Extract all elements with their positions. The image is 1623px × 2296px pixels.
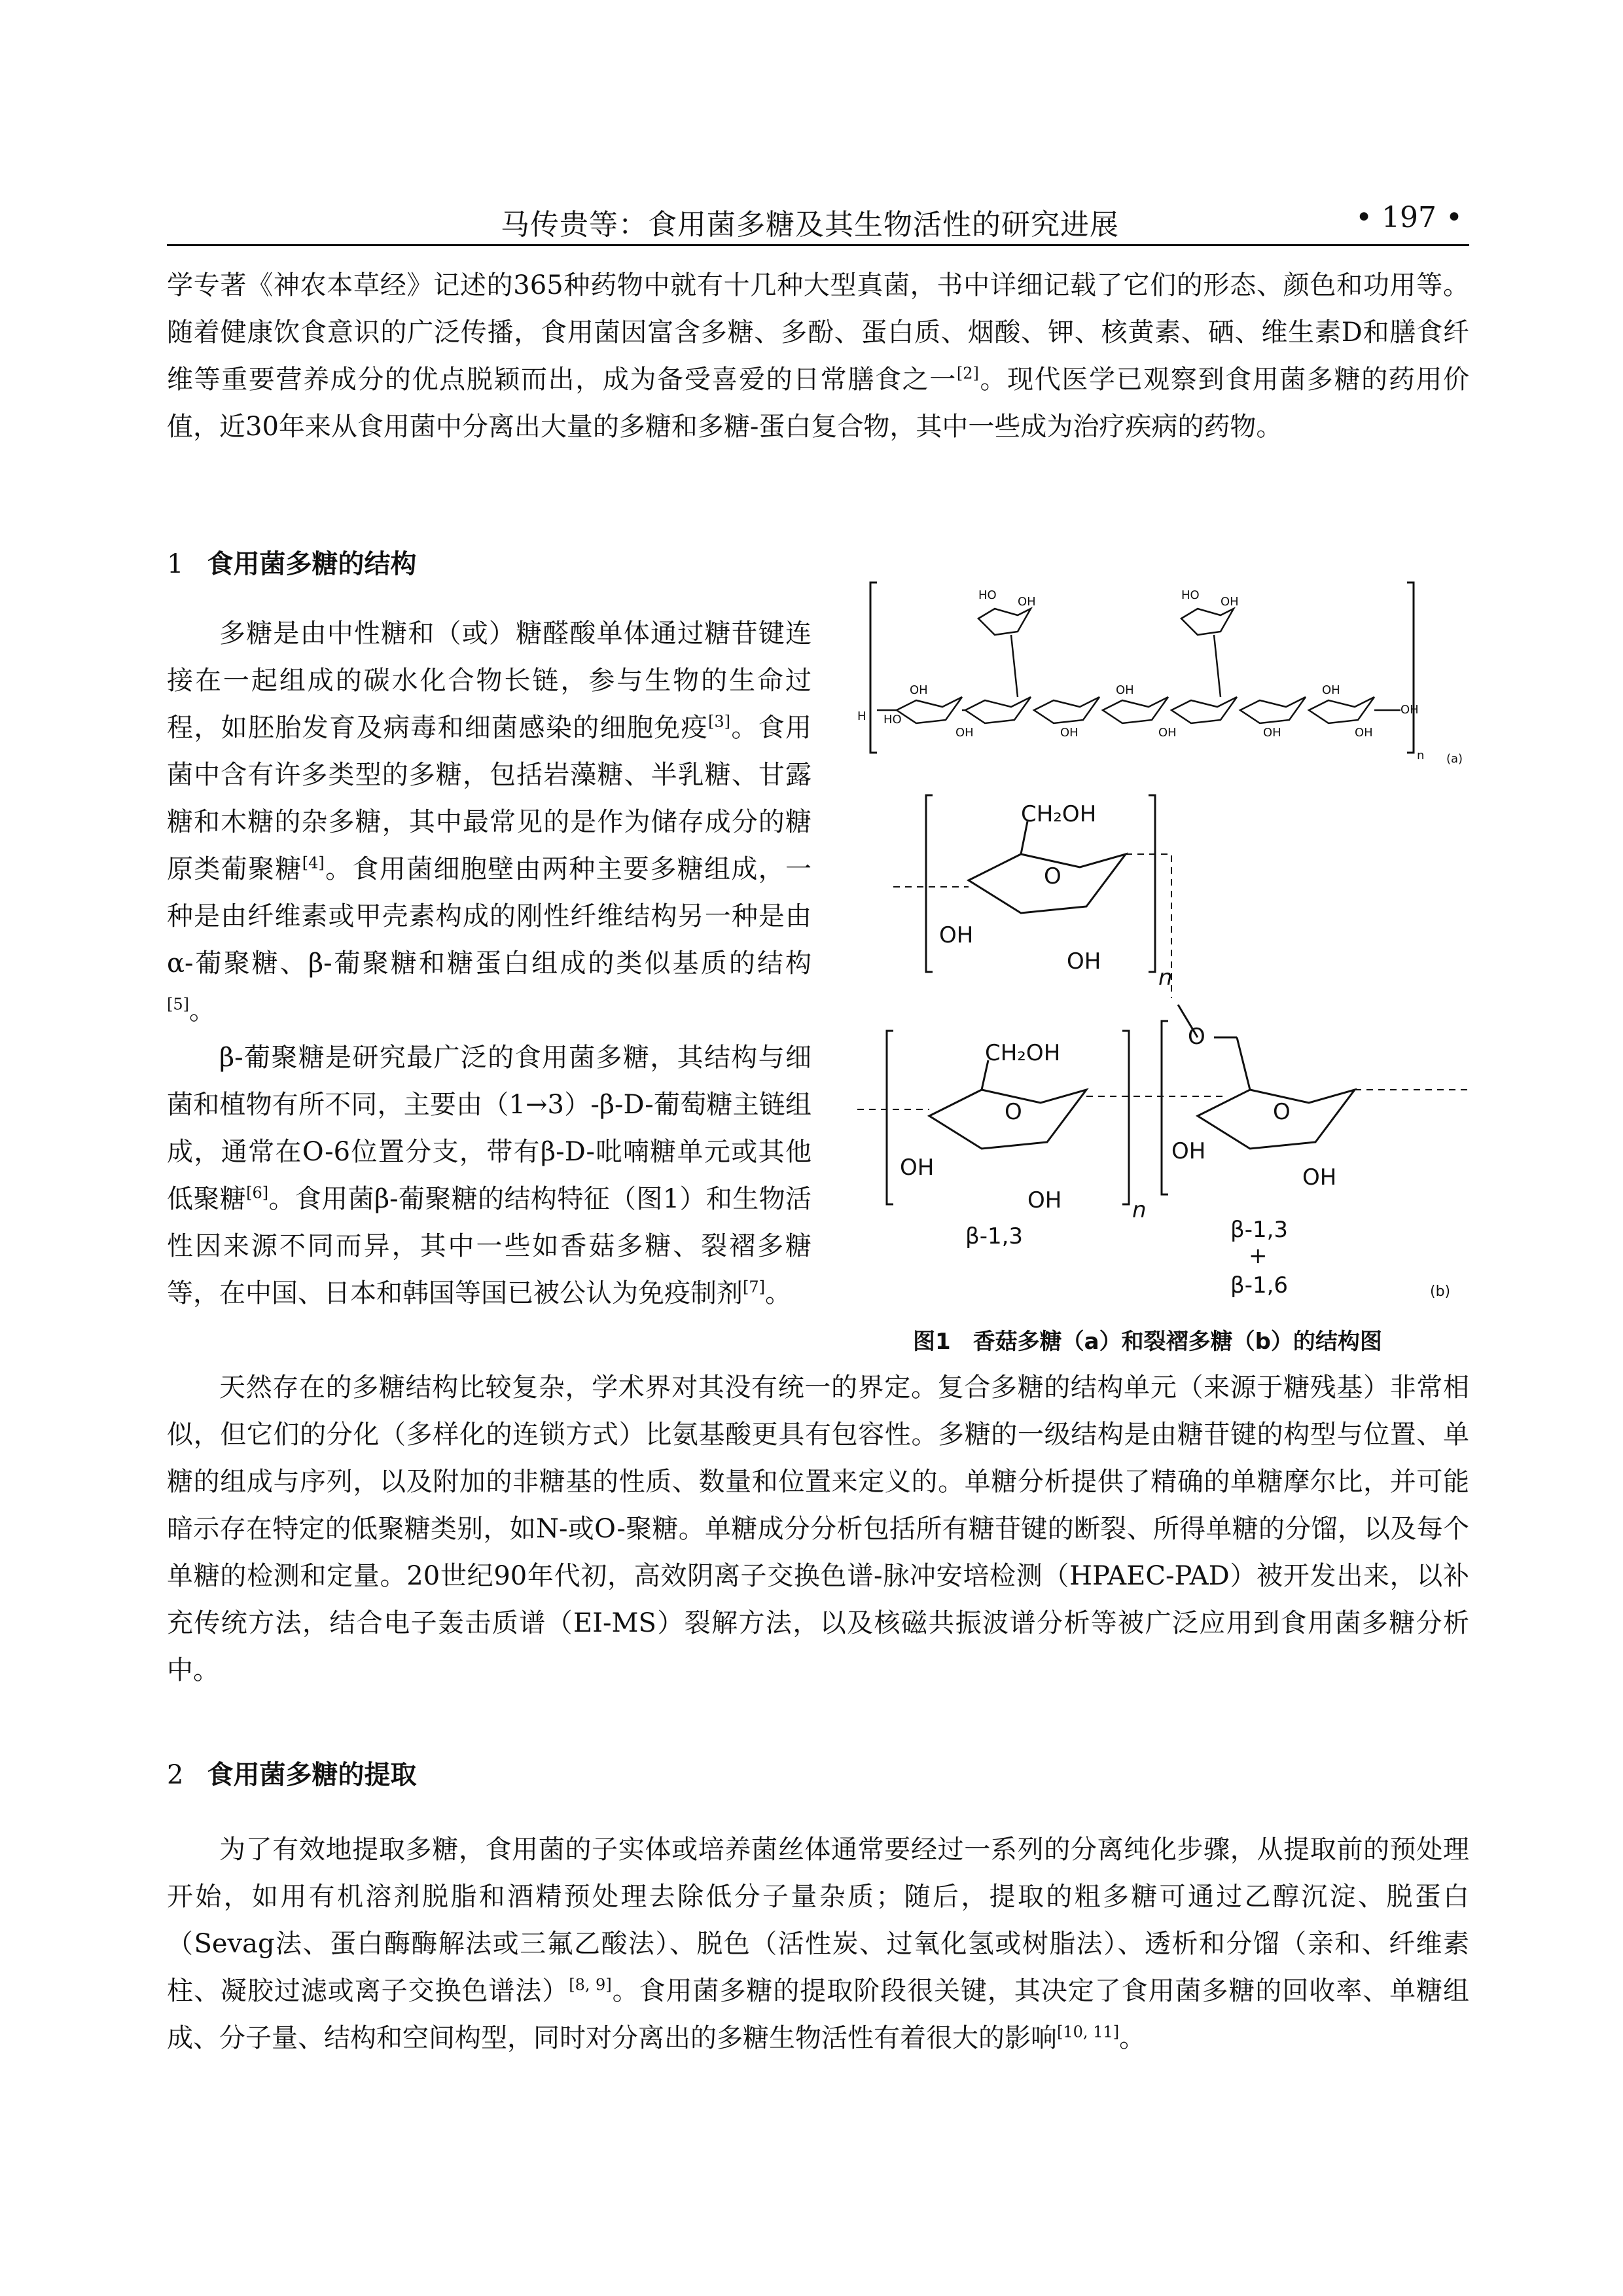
label-n: n bbox=[1417, 749, 1425, 762]
label-beta-1-3: β-1,3 bbox=[965, 1223, 1024, 1249]
label-n: n bbox=[1158, 965, 1173, 991]
label-ho: HO bbox=[978, 588, 997, 602]
label-oh: OH bbox=[1158, 726, 1177, 740]
citation: [6] bbox=[246, 1183, 269, 1202]
label-ch2oh: CH₂OH bbox=[1021, 801, 1097, 827]
intro-text-1: 学专著《神农本草经》记述的365种药物中就有十几种大型真菌，书中详细记载了它们的形态、颜色和功用等。随着健康饮食意识的广泛传播，食用菌因富含多糖、多酚、蛋白质、烟酸、钾、核黄素、硒、维生素D和膳食纤维等重要营养成分的优点脱颖而出，成为备受喜爱的日常膳食之一 bbox=[167, 270, 1469, 395]
section-title: 食用菌多糖的提取 bbox=[207, 1760, 417, 1790]
label-ho: HO bbox=[883, 713, 902, 726]
citation: [3] bbox=[707, 712, 730, 731]
citation: [7] bbox=[743, 1278, 765, 1297]
bracket-right-a bbox=[1407, 583, 1414, 753]
label-oh: OH bbox=[1067, 948, 1101, 975]
label-oh: OH bbox=[910, 683, 928, 697]
backbone-chain bbox=[877, 697, 1400, 723]
label-oh: OH bbox=[1018, 595, 1036, 609]
labels-b-bottom bbox=[900, 1024, 1450, 1300]
label-ch2oh: CH₂OH bbox=[985, 1040, 1061, 1066]
label-oh: OH bbox=[1116, 683, 1134, 697]
citation: [8, 9] bbox=[569, 1975, 612, 1994]
citation: [10, 11] bbox=[1057, 2022, 1120, 2041]
p-text: 。食用菌β-葡聚糖的结构特征（图1）和生物活性因来源不同而异，其中一些如香菇多糖、裂褶多糖等，在中国、日本和韩国等国已被公认为免疫制剂 bbox=[167, 1184, 812, 1308]
label-oh: OH bbox=[900, 1155, 935, 1181]
p-text: 。食用菌多糖的提取阶段很关键，其决定了食用菌多糖的回收率、单糖组成、分子量、结构和空间构型，同时对分离出的多糖生物活性有着很大的影响 bbox=[167, 1976, 1470, 2053]
header-title: 马传贵等：食用菌多糖及其生物活性的研究进展 bbox=[501, 208, 1119, 242]
label-plus: + bbox=[1249, 1243, 1268, 1269]
p-text: 多糖是由中性糖和（或）糖醛酸单体通过糖苷键连接在一起组成的碳水化合物长链，参与生物的生命过程，如胚胎发育及病毒和细菌感染的细胞免疫 bbox=[167, 619, 812, 743]
bracket-left-a bbox=[870, 583, 877, 753]
label-oh: OH bbox=[1302, 1164, 1337, 1191]
section-1-paragraph-2 bbox=[167, 1034, 812, 1317]
label-oh: OH bbox=[1060, 726, 1079, 740]
p-text: 。 bbox=[189, 996, 215, 1026]
label-oh: OH bbox=[1322, 683, 1340, 697]
figure-caption: 图1 香菇多糖（a）和裂褶多糖（b）的结构图 bbox=[913, 1329, 1382, 1355]
p-text: 。 bbox=[1119, 2023, 1146, 2053]
label-oh: OH bbox=[1355, 726, 1373, 740]
label-oh: OH bbox=[955, 726, 974, 740]
label-n: n bbox=[1132, 1197, 1147, 1223]
page-number: • 197 • bbox=[1355, 201, 1463, 234]
label-ho: HO bbox=[1181, 588, 1200, 602]
section-number: 2 bbox=[167, 1760, 184, 1790]
p-text: 。 bbox=[765, 1278, 791, 1308]
intro-paragraph bbox=[167, 262, 1469, 450]
label-o: O bbox=[1188, 1024, 1205, 1050]
section-2-paragraph-1 bbox=[167, 1826, 1469, 2062]
side-branch-2 bbox=[1181, 609, 1234, 697]
label-oh: OH bbox=[1171, 1138, 1206, 1164]
p-text: β-葡聚糖是研究最广泛的食用菌多糖，其结构与细菌和植物有所不同，主要由（1→3）-β-D-葡萄糖主链组成，通常在O-6位置分支，带有β-D-吡喃糖单元或其他低聚糖 bbox=[167, 1043, 812, 1214]
label-o: O bbox=[1005, 1099, 1022, 1125]
label-o: O bbox=[1273, 1099, 1291, 1125]
citation: [5] bbox=[167, 995, 189, 1014]
labels-b-top bbox=[939, 801, 1173, 991]
running-header bbox=[167, 198, 1469, 246]
section-2-heading bbox=[167, 1754, 416, 1791]
label-oh: OH bbox=[1400, 703, 1419, 717]
panel-label-a: (a) bbox=[1446, 752, 1463, 766]
panel-label-b: (b) bbox=[1430, 1283, 1451, 1300]
p-text: 为了有效地提取多糖，食用菌的子实体或培养菌丝体通常要经过一系列的分离纯化步骤，从提取前的预处理开始，如用有机溶剂脱脂和酒精预处理去除低分子量杂质；随后，提取的粗多糖可通过乙醇沉淀、脱蛋白（Sevag法、蛋白酶酶解法或三氟乙酸法）、脱色（活性炭、过氧化氢或树脂法）、透析和分馏（亲和、纤维素柱、凝胶过滤或离子交换色谱法） bbox=[167, 1835, 1469, 2006]
section-1-paragraph-1 bbox=[167, 610, 812, 1034]
section-title: 食用菌多糖的结构 bbox=[207, 549, 417, 579]
label-oh: OH bbox=[939, 922, 974, 948]
label-beta-1-6: β-1,6 bbox=[1230, 1272, 1289, 1299]
intro-text-2: 。现代医学已观察到食用菌多糖的药用价值，近30年来从食用菌中分离出大量的多糖和多糖-蛋白复合物，其中一些成为治疗疾病的药物。 bbox=[167, 365, 1470, 442]
label-h: H bbox=[857, 709, 866, 723]
label-beta-1-3: β-1,3 bbox=[1230, 1217, 1289, 1243]
unit-b-bottom bbox=[857, 1005, 1472, 1204]
label-o: O bbox=[1044, 863, 1061, 889]
p-text: 。食用菌中含有许多类型的多糖，包括岩藻糖、半乳糖、甘露糖和木糖的杂多糖，其中最常见的是作为储存成分的糖原类葡聚糖 bbox=[167, 713, 812, 884]
side-branch-1 bbox=[978, 609, 1031, 697]
label-oh: OH bbox=[1263, 726, 1281, 740]
label-oh: OH bbox=[1221, 595, 1239, 609]
figure-1 bbox=[857, 579, 1472, 1300]
citation: [2] bbox=[956, 364, 979, 383]
label-oh: OH bbox=[1027, 1187, 1062, 1213]
citation: [4] bbox=[302, 853, 325, 872]
section-1-paragraph-3: 天然存在的多糖结构比较复杂，学术界对其没有统一的界定。复合多糖的结构单元（来源于糖残基）非常相似，但它们的分化（多样化的连锁方式）比氨基酸更具有包容性。多糖的一级结构是由糖苷键的构型与位置、单糖的组成与序列，以及附加的非糖基的性质、数量和位置来定义的。单糖分析提供了精确的单糖摩尔比，并可能暗示存在特定的低聚糖类别，如N-或O-聚糖。单糖成分分析包括所有糖苷键的断裂、所得单糖的分馏，以及每个单糖的检测和定量。20世纪90年代初，高效阴离子交换色谱-脉冲安培检测（HPAEC-PAD）被开发出来，以补充传统方法，结合电子轰击质谱（EI-MS）裂解方法，以及核磁共振波谱分析等被广泛应用到食用菌多糖分析中。 bbox=[167, 1372, 1469, 1685]
labels-a bbox=[857, 588, 1463, 766]
p-text: 。食用菌细胞壁由两种主要多糖组成，一种是由纤维素或甲壳素构成的刚性纤维结构另一种是由α-葡聚糖、β-葡聚糖和糖蛋白组成的类似基质的结构 bbox=[167, 854, 812, 978]
section-number: 1 bbox=[167, 549, 184, 579]
section-1-heading bbox=[167, 543, 416, 581]
structure-diagram bbox=[857, 579, 1472, 1312]
